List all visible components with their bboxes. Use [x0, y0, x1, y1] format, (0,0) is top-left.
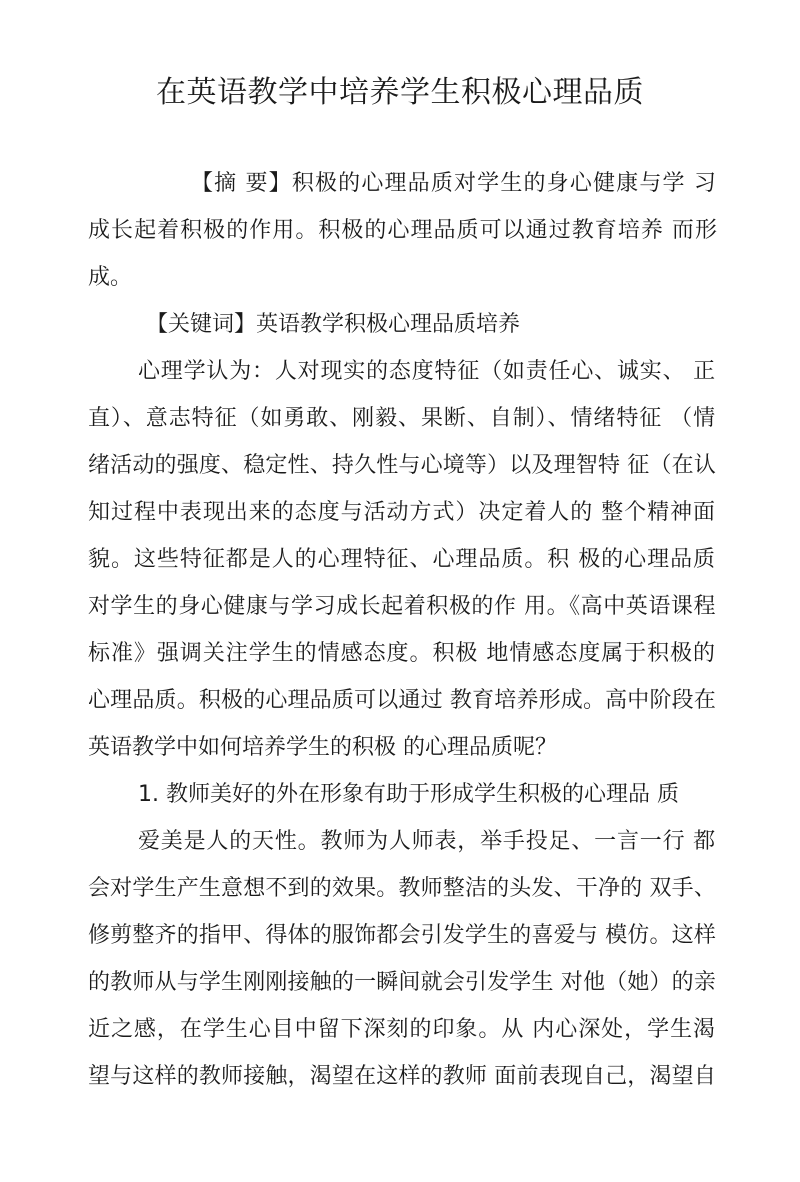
abstract-line-1: 【摘 要】积极的心理品质对学生的身心健康与学 习 — [191, 171, 717, 196]
paragraph-line: 貌。这些特征都是人的心理特征、心理品质。积 极的心理品质 — [88, 547, 716, 572]
paragraph-line: 知过程中表现出来的态度与活动方式）决定着人的 整个精神面 — [88, 500, 716, 525]
paragraph-line: 英语教学中如何培养学生的积极 的心理品质呢？ — [88, 735, 557, 760]
section-heading: 1. 教师美好的外在形象有助于形成学生积极的心理品 质 — [138, 782, 679, 807]
paragraph-line: 直）、意志特征（如勇敢、刚毅、果断、自制）、情绪特征 （情 — [88, 406, 716, 431]
document-title: 在英语教学中培养学生积极心理品质 — [156, 75, 644, 110]
paragraph-line: 的教师从与学生刚刚接触的一瞬间就会引发学生 对他（她）的亲 — [88, 970, 716, 995]
paragraph-line: 对学生的身心健康与学习成长起着积极的作 用。《高中英语课程 — [88, 594, 716, 619]
paragraph-line: 心理品质。积极的心理品质可以通过 教育培养形成。高中阶段在 — [88, 688, 716, 713]
paragraph-line: 标准》强调关注学生的情感态度。积极 地情感态度属于积极的 — [88, 641, 716, 666]
paragraph-line: 近之感，在学生心目中留下深刻的印象。从 内心深处，学生渴 — [88, 1017, 716, 1042]
keywords-line: 【关键词】英语教学积极心理品质培养 — [146, 312, 521, 337]
abstract-line-2: 成长起着积极的作用。积极的心理品质可以通过教育培养 而形 — [88, 218, 718, 243]
paragraph-line: 绪活动的强度、稳定性、持久性与心境等）以及理智特 征（在认 — [88, 453, 716, 478]
paragraph-line: 心理学认为：人对现实的态度特征（如责任心、诚实、 正 — [138, 359, 716, 384]
paragraph-line: 会对学生产生意想不到的效果。教师整洁的头发、干净的 双手、 — [88, 876, 716, 901]
abstract-line-3: 成。 — [88, 265, 133, 290]
paragraph-line: 修剪整齐的指甲、得体的服饰都会引发学生的喜爱与 模仿。这样 — [88, 923, 716, 948]
paragraph-line: 望与这样的教师接触，渴望在这样的教师 面前表现自己，渴望自 — [88, 1064, 716, 1089]
paragraph-line: 爱美是人的天性。教师为人师表，举手投足、一言一行 都 — [138, 829, 716, 854]
